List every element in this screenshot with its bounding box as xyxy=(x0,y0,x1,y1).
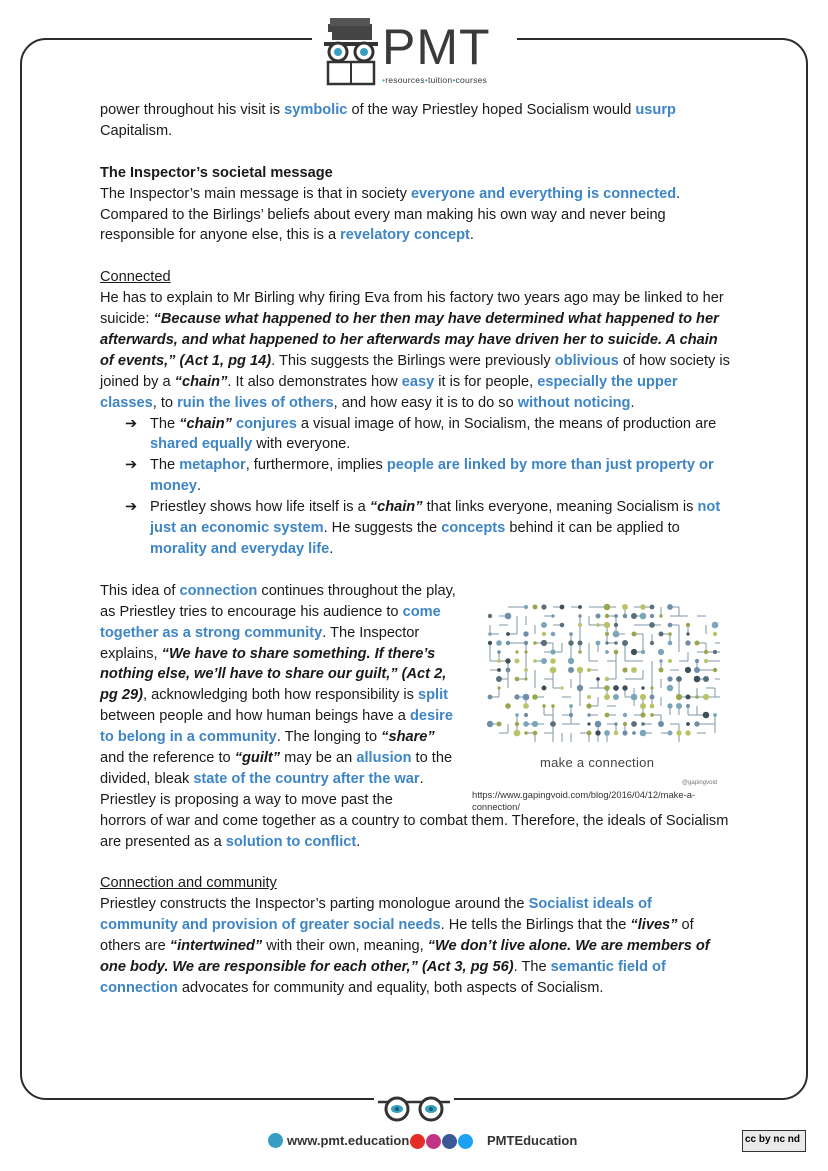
facebook-icon[interactable] xyxy=(442,1134,457,1149)
network-node xyxy=(712,621,719,628)
network-node xyxy=(533,659,537,663)
network-node xyxy=(631,667,637,673)
network-node xyxy=(676,703,682,709)
network-node xyxy=(650,694,655,699)
network-node xyxy=(695,640,700,645)
cursor-icon xyxy=(268,1133,283,1148)
network-node xyxy=(658,649,664,655)
pmt-logo-text: PMT xyxy=(382,19,491,75)
network-node xyxy=(587,713,590,716)
creative-commons-badge xyxy=(742,1130,806,1152)
network-node xyxy=(604,685,610,691)
network-node xyxy=(604,603,611,610)
instagram-icon[interactable] xyxy=(426,1134,441,1149)
network-node xyxy=(487,721,493,727)
pmt-logo-tagline: •resources•tuition•courses xyxy=(382,75,488,85)
network-node xyxy=(541,604,546,609)
network-node xyxy=(569,704,573,708)
network-node xyxy=(515,658,520,663)
network-node xyxy=(686,722,690,726)
network-node xyxy=(659,667,664,672)
network-node xyxy=(515,676,520,681)
network-node xyxy=(641,650,645,654)
network-node xyxy=(703,676,709,682)
bullet-item: ➔ The metaphor, furthermore, implies people are linked by more than just property or money. xyxy=(125,457,714,495)
network-node xyxy=(568,667,574,673)
network-node xyxy=(605,650,609,654)
connection-network-image xyxy=(484,601,720,749)
network-node xyxy=(650,703,655,708)
network-node xyxy=(488,641,492,645)
network-node xyxy=(578,640,583,645)
network-node xyxy=(578,650,582,654)
figure-signature: @gapingvoid xyxy=(682,779,718,786)
network-node xyxy=(640,712,645,717)
network-node xyxy=(587,722,590,725)
network-node xyxy=(488,694,493,699)
network-node xyxy=(488,614,492,618)
network-node xyxy=(631,649,637,655)
network-node xyxy=(650,713,654,717)
network-node xyxy=(641,722,645,726)
network-node xyxy=(640,604,646,610)
network-node xyxy=(614,722,617,725)
network-node xyxy=(497,721,502,726)
network-node xyxy=(560,604,565,609)
network-node xyxy=(542,704,546,708)
network-node xyxy=(667,685,673,691)
network-node xyxy=(505,658,510,663)
network-node xyxy=(613,630,620,637)
network-node xyxy=(550,721,556,727)
network-node xyxy=(622,640,628,646)
network-node xyxy=(497,668,501,672)
network-node xyxy=(506,641,510,645)
network-node xyxy=(605,712,610,717)
network-node xyxy=(604,730,610,736)
network-node xyxy=(532,694,538,700)
connected-paragraph: He has to explain to Mr Birling why firing Eva from his factory two years ago may be linked to her suicide: “Because what happened to her then may have determined what happened to her afterwards, and what happened to her afterwards may have driven her to suicide. A chain of events,” (Act 1, pg 14). This suggests the Birlings were previously oblivious of how society is joined by a “chain”. It also demonstrates how easy it is for people, especially the upper classes, to ruin the lives of others, and how easy it is to do so without noticing. xyxy=(100,290,730,411)
youtube-icon[interactable] xyxy=(410,1134,425,1149)
network-node xyxy=(614,641,617,644)
network-node xyxy=(515,650,518,653)
network-node xyxy=(704,650,708,654)
social-icons xyxy=(410,1133,474,1151)
section-heading-societal: The Inspector’s societal message xyxy=(100,164,333,181)
network-node xyxy=(685,730,690,735)
network-node xyxy=(586,703,591,708)
network-node xyxy=(631,693,638,700)
network-node xyxy=(622,667,627,672)
network-node xyxy=(595,730,600,735)
bullet-item: ➔ Priestley shows how life itself is a “chain” that links everyone, meaning Socialism is not just an economic system. He suggests the concepts behind it can be applied to morality and everyday life. xyxy=(125,499,721,557)
network-node xyxy=(523,693,530,700)
network-node xyxy=(524,677,527,680)
network-node xyxy=(649,622,655,628)
network-node xyxy=(541,640,547,646)
network-node xyxy=(641,686,644,689)
page-footer xyxy=(0,1130,828,1154)
subheading-connected: Connected xyxy=(100,269,171,286)
network-node xyxy=(659,631,664,636)
network-node xyxy=(650,604,655,609)
network-node xyxy=(668,730,673,735)
network-node xyxy=(497,650,501,654)
network-node xyxy=(551,704,555,708)
arrow-right-icon: ➔ xyxy=(125,499,138,516)
network-node xyxy=(667,703,672,708)
network-node xyxy=(587,695,591,699)
subheading-connection-community: Connection and community xyxy=(100,875,277,892)
network-node xyxy=(659,659,663,663)
network-node xyxy=(676,676,682,682)
network-node xyxy=(604,694,610,700)
network-node xyxy=(605,641,608,644)
bullet-item: ➔ The “chain” conjures a visual image of how, in Socialism, the means of production are shared equally with everyone. xyxy=(125,415,717,453)
network-node xyxy=(614,649,619,654)
network-node xyxy=(551,614,554,617)
network-node xyxy=(506,632,510,636)
network-node xyxy=(686,632,689,635)
network-node xyxy=(686,623,690,627)
network-node xyxy=(623,713,627,717)
website-link[interactable]: www.pmt.education xyxy=(268,1133,409,1148)
network-node xyxy=(578,623,582,627)
network-node xyxy=(533,730,538,735)
make-a-connection-figure xyxy=(472,601,732,811)
figure-source-url: https://www.gapingvoid.com/blog/2016/04/12/make-a-connection/ xyxy=(472,788,696,813)
network-node xyxy=(524,668,528,672)
network-node xyxy=(541,622,547,628)
network-node xyxy=(560,622,565,627)
network-node xyxy=(676,730,681,735)
network-node xyxy=(524,650,527,653)
network-node xyxy=(496,640,502,646)
network-node xyxy=(596,677,600,681)
network-node xyxy=(703,711,710,718)
network-node xyxy=(694,667,700,673)
network-node xyxy=(694,721,699,726)
social-handle: PMTEducation xyxy=(487,1133,578,1148)
network-node xyxy=(650,614,654,618)
network-node xyxy=(577,667,583,673)
network-node xyxy=(631,613,637,619)
network-node xyxy=(703,694,709,700)
network-node xyxy=(623,613,628,618)
network-node xyxy=(667,604,673,610)
network-node xyxy=(568,658,574,664)
network-node xyxy=(569,713,573,717)
network-node xyxy=(496,676,502,682)
network-node xyxy=(523,721,529,727)
network-node xyxy=(595,720,602,727)
network-node xyxy=(514,729,521,736)
network-node xyxy=(640,612,647,619)
community-paragraph: Priestley constructs the Inspector’s parting monologue around the Socialist ideals of community and provision of greater social needs. He tells the Birlings that the “lives” of others are “intertwined” with their own, meaning, “We don’t live alone. We are members of one body. We are responsible for each other,” (Act 3, pg 56). The semantic field of connection advocates for community and equality, both aspects of Socialism. xyxy=(100,896,710,996)
network-node xyxy=(713,650,717,654)
network-node xyxy=(631,721,637,727)
network-node xyxy=(605,632,609,636)
network-node xyxy=(596,623,600,627)
network-node xyxy=(488,632,492,636)
network-node xyxy=(622,685,627,690)
bullet-list xyxy=(100,414,732,560)
network-node xyxy=(569,632,573,636)
network-node xyxy=(578,605,582,609)
network-node xyxy=(515,713,519,717)
figure-caption: make a connection xyxy=(540,754,655,770)
network-node xyxy=(524,605,528,609)
network-node xyxy=(614,614,618,618)
network-node xyxy=(614,730,619,735)
network-node xyxy=(514,694,519,699)
network-node xyxy=(524,641,528,645)
network-node xyxy=(541,658,547,664)
network-node xyxy=(713,713,717,717)
network-node xyxy=(659,614,662,617)
network-node xyxy=(713,668,717,672)
network-node xyxy=(622,604,628,610)
network-node xyxy=(685,667,691,673)
network-node xyxy=(650,686,653,689)
network-node xyxy=(551,631,556,636)
network-node xyxy=(658,721,664,727)
network-node xyxy=(695,695,699,699)
intro-paragraph: power throughout his visit is symbolic of the way Priestley hoped Socialism would usurp Capitalism. xyxy=(100,102,676,139)
network-node xyxy=(524,713,528,717)
glasses-icon xyxy=(378,1094,450,1122)
network-node xyxy=(676,694,682,700)
connection-section xyxy=(100,581,732,811)
network-node xyxy=(505,703,511,709)
arrow-right-icon: ➔ xyxy=(125,457,138,474)
network-node xyxy=(704,659,708,663)
network-node xyxy=(668,659,672,663)
network-node xyxy=(686,694,691,699)
network-node xyxy=(640,694,646,700)
network-node xyxy=(640,729,647,736)
arrow-right-icon: ➔ xyxy=(125,415,138,432)
network-node xyxy=(523,703,529,709)
network-node xyxy=(560,686,563,689)
network-node xyxy=(632,631,637,636)
network-node xyxy=(668,622,673,627)
network-node xyxy=(596,640,601,645)
network-node xyxy=(632,731,636,735)
network-node xyxy=(623,722,627,726)
societal-paragraph: The Inspector’s main message is that in society everyone and everything is connected. Compared to the Birlings’ beliefs about every man making his own way and never being responsible for anyone else, this is a revelatory concept. xyxy=(100,185,681,244)
network-node xyxy=(667,676,672,681)
network-node xyxy=(614,623,618,627)
connection-paragraph: This idea of connection continues throughout the play, as Priestley tries to encourage his audience to come together as a strong community. The Inspector explains, “We have to share something. If there’s nothing else, we’ll have to share our guilt,” (Act 2, pg 29), acknowledging both how responsibility is split between people and how human beings have a desire to belong in a community. The longing to “share” and the reference to “guilt” may be an allusion to the divided, bleak state of the country after the war. Priestley is proposing a way to move past the xyxy=(100,582,456,808)
network-node xyxy=(523,631,528,636)
network-node xyxy=(668,640,673,645)
network-node xyxy=(533,604,538,609)
network-node xyxy=(685,640,690,645)
network-node xyxy=(542,685,547,690)
network-node xyxy=(622,730,627,735)
network-node xyxy=(550,649,555,654)
network-node xyxy=(550,666,557,673)
network-node xyxy=(524,731,528,735)
document-body xyxy=(100,100,732,999)
network-node xyxy=(533,641,537,645)
network-node xyxy=(497,686,500,689)
network-node xyxy=(506,667,511,672)
connection-paragraph-end: horrors of war and come together as a country to combat them. Therefore, the ideals of Socialism are presented as a solution to conflict. xyxy=(100,812,729,850)
network-node xyxy=(578,614,581,617)
network-node xyxy=(640,703,646,709)
network-node xyxy=(587,730,592,735)
license-text: cc by nc nd xyxy=(745,1134,801,1145)
network-node xyxy=(650,641,654,645)
network-node xyxy=(532,721,538,727)
network-node xyxy=(694,675,701,682)
network-node xyxy=(587,668,591,672)
network-node xyxy=(550,658,556,664)
network-node xyxy=(613,694,619,700)
network-node xyxy=(668,632,672,636)
network-node xyxy=(604,622,610,628)
network-node xyxy=(542,632,546,636)
network-node xyxy=(505,612,512,619)
network-node xyxy=(613,685,619,691)
network-node xyxy=(577,685,583,691)
network-node xyxy=(695,659,699,663)
network-node xyxy=(497,659,501,663)
network-node xyxy=(686,704,690,708)
network-node xyxy=(515,722,519,726)
network-node xyxy=(713,632,717,636)
network-node xyxy=(605,677,609,681)
network-node xyxy=(605,614,609,618)
network-node xyxy=(568,640,573,645)
network-node xyxy=(596,613,601,618)
twitter-icon[interactable] xyxy=(458,1134,473,1149)
